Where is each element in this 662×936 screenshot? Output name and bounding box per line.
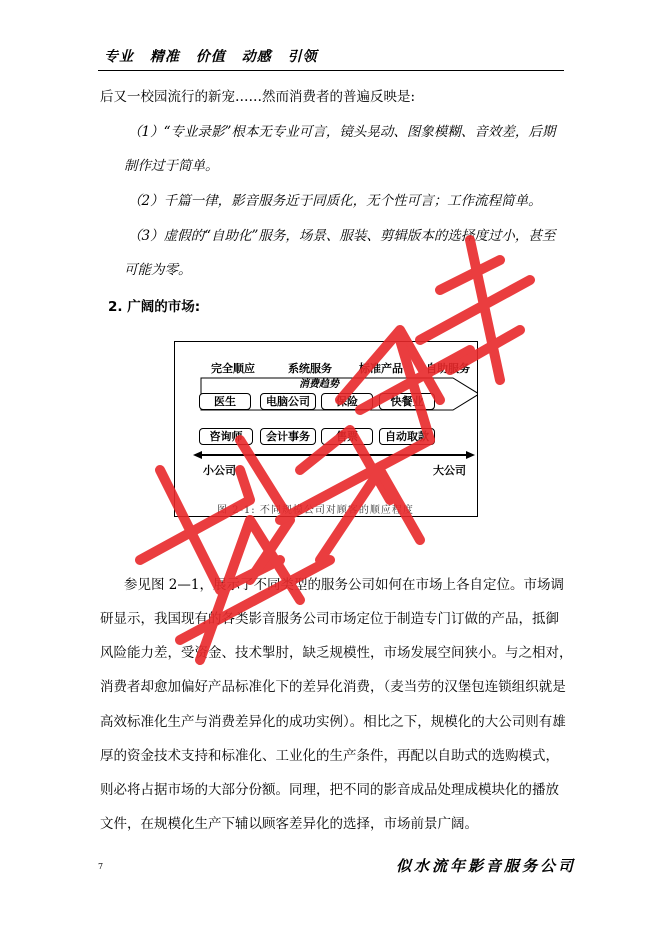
service-level-4: 自助服务 <box>426 362 470 375</box>
trend-label: 消费趋势 <box>299 379 339 390</box>
paragraph-line-6: 厚的资金技术支持和标准化、工业化的生产条件，再配以自助式的选购模式， <box>100 748 559 764</box>
box-accounting: 会计事务 <box>260 428 316 445</box>
point-1-line-2: 制作过于简单。 <box>124 158 219 174</box>
box-atm: 自动取款 <box>379 428 435 445</box>
intro-line: 后又一校园流行的新宠……然而消费者的普遍反映是: <box>100 89 416 105</box>
box-consultant: 咨询师 <box>199 428 253 445</box>
paragraph-line-3: 风险能力差，受资金、技术掣肘，缺乏规模性，市场发展空间狭小。与之相对， <box>100 645 573 661</box>
section-title: 2. 广阔的市场: <box>108 299 201 315</box>
box-computer-company: 电脑公司 <box>260 393 316 410</box>
box-insurance: 保险 <box>321 393 373 410</box>
footer-company-name: 似水流年影音服务公司 <box>396 857 577 875</box>
figure-2-1 <box>174 341 478 517</box>
point-2-line: （2）千篇一律，影音服务近于同质化，无个性可言；工作流程简单。 <box>128 193 542 209</box>
paragraph-line-1: 参见图 2—1，展示了不同类型的服务公司如何在市场上各自定位。市场调 <box>124 577 564 593</box>
service-level-2: 系统服务 <box>288 362 332 375</box>
paragraph-line-5: 高效标准化生产与消费差异化的成功实例）。相比之下，规模化的大公司则有雄 <box>100 714 566 730</box>
figure-caption: 图 2-1: 不同规模公司对顾客的顺应程度 <box>217 505 414 516</box>
point-3-line-2: 可能为零。 <box>124 262 192 278</box>
service-level-3: 标准产品 <box>359 362 403 375</box>
service-level-1: 完全顺应 <box>211 362 255 375</box>
page-number: 7 <box>98 862 104 871</box>
paragraph-line-8: 文件，在规模化生产下辅以顾客差异化的选择，市场前景广阔。 <box>100 816 478 832</box>
point-1-line-1: （1）“专业录影”根本无专业可言，镜头晃动、图象模糊、音效差，后期 <box>128 124 556 140</box>
paragraph-line-7: 则必将占据市场的大部分份额。同理，把不同的影音成品处理成模块化的播放 <box>100 782 559 798</box>
axis-left-arrowhead <box>193 451 202 459</box>
axis-left-label: 小公司 <box>203 464 236 477</box>
paragraph-line-2: 研显示，我国现有的各类影音服务公司市场定位于制造专门订做的产品，抵御 <box>100 611 559 627</box>
point-3-line-1: （3）虚假的“自助化”服务，场景、服装、剪辑版本的选择度过小，甚至 <box>128 228 556 244</box>
paragraph-line-4: 消费者却愈加偏好产品标准化下的差异化消费，（麦当劳的汉堡包连锁组织就是 <box>100 679 566 695</box>
box-ticketing: 售票 <box>321 428 373 445</box>
header-divider <box>98 70 564 71</box>
header-slogan: 专业 精准 价值 动感 引领 <box>104 49 318 65</box>
axis-right-label: 大公司 <box>433 464 466 477</box>
box-fast-food: 快餐业 <box>379 393 435 410</box>
axis-right-arrowhead <box>466 451 475 459</box>
box-doctor: 医生 <box>199 393 251 410</box>
